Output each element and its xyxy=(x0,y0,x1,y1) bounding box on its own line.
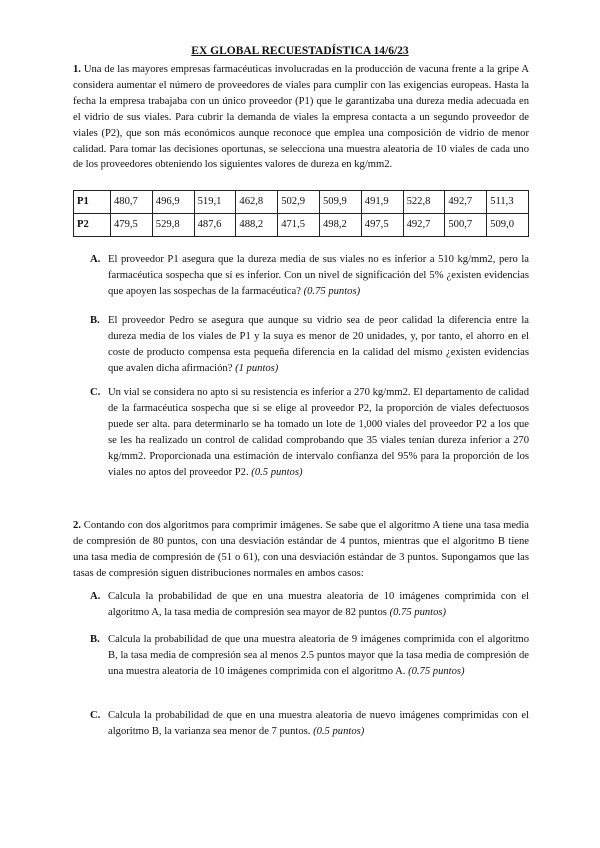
exam-title: EX GLOBAL RECUESTADÍSTICA 14/6/23 xyxy=(191,45,409,57)
item-letter: B. xyxy=(90,634,100,645)
item-body xyxy=(108,252,529,300)
item-body xyxy=(108,313,529,377)
table-cell: 488,2 xyxy=(236,214,278,237)
item-body xyxy=(108,589,529,621)
table-cell: 491,9 xyxy=(361,191,403,214)
table-cell: 519,1 xyxy=(194,191,236,214)
table-cell: 471,5 xyxy=(278,214,320,237)
item-letter: A. xyxy=(90,254,101,265)
question-2-text: Contando con dos algoritmos para comprimir imágenes. Se sabe que el algoritmo A tiene una tasa media de compresión de 80 puntos, con una desviación estándar de 4 puntos, mientras que el algoritmo B tiene una tasa media de compresión de (51 o 61), con una desviación estándar de 3 puntos. Supongamos que las tasas de compresión siguen distribuciones normales en ambos casos: xyxy=(73,520,530,579)
table-cell: 522,8 xyxy=(403,191,445,214)
table-cell: 480,7 xyxy=(111,191,153,214)
item-text: Un vial se considera no apto si su resistencia es inferior a 270 kg/mm2. El departamento de calidad de la farmacéutica sospecha que si se elige al proveedor P2, la proporción de viales defectuosos puede ser alta. para determinarlo se ha tomado un lote de 1,000 viales del proveedor P2 a los que se les ha realizado un control de calidad comprobando que 35 viales tenían dureza inferior a 270 kg/mm2. Proporcionada una estimación de intervalo confianza del 95% para la proporción de los viales no aptos del proveedor P2. xyxy=(108,387,529,478)
item-points: (0.5 puntos) xyxy=(251,466,303,478)
table-cell: 497,5 xyxy=(361,214,403,237)
item-points: (0.5 puntos) xyxy=(313,725,365,737)
table-cell: 487,6 xyxy=(194,214,236,237)
question-2-intro xyxy=(73,518,529,582)
table-cell: 500,7 xyxy=(445,214,487,237)
item-text: Calcula la probabilidad de que una muestra aleatoria de 9 imágenes comprimida con el algoritmo B, la tasa media de compresión sea al menos 2.5 puntos mayor que la tasa media de compresión de una muestra aleatoria de 10 imágenes comprimida con el algoritmo A. xyxy=(108,634,529,677)
table-cell: 496,9 xyxy=(152,191,194,214)
question-1b xyxy=(90,313,529,377)
row-label: P1 xyxy=(74,191,111,214)
table-cell: 509,9 xyxy=(319,191,361,214)
question-1-number: 1. xyxy=(73,64,81,75)
item-letter: A. xyxy=(90,591,101,602)
item-text: Calcula la probabilidad de que en una muestra aleatoria de nuevo imágenes comprimidas con el algoritmo B, la varianza sea menor de 7 puntos. xyxy=(108,710,529,737)
question-1a xyxy=(90,252,529,300)
item-points: (1 puntos) xyxy=(235,362,279,374)
table-cell: 492,7 xyxy=(445,191,487,214)
question-1c xyxy=(90,385,529,480)
item-text: El proveedor P1 asegura que la dureza media de sus viales no es inferior a 510 kg/mm2, pero la farmacéutica sospecha que sí es inferior. Con un nivel de significación del 5% ¿existen evidencias que apoyen las sospechas de la farmacéutica? xyxy=(108,254,529,297)
item-text: El proveedor Pedro se asegura que aunque su vidrio sea de peor calidad la diferencia entre la dureza media de los viales de P1 y la suya es menor de 20 unidades, y, por tanto, el ahorro en el coste de producto compensa esta pequeña diferencia en la calidad del mismo ¿existen evidencias que avalen dicha afirmación? xyxy=(108,315,529,374)
item-letter: C. xyxy=(90,710,101,721)
item-letter: C. xyxy=(90,387,101,398)
hardness-table xyxy=(73,190,529,237)
item-text: Calcula la probabilidad de que en una muestra aleatoria de 10 imágenes comprimida con el algoritmo A, la tasa media de compresión sea mayor de 82 puntos xyxy=(108,591,529,618)
table-cell: 492,7 xyxy=(403,214,445,237)
question-2-number: 2. xyxy=(73,520,81,531)
table-cell: 511,3 xyxy=(487,191,529,214)
table-cell: 498,2 xyxy=(319,214,361,237)
question-2b xyxy=(90,632,529,680)
row-label: P2 xyxy=(74,214,111,237)
table-cell: 479,5 xyxy=(111,214,153,237)
item-points: (0.75 puntos) xyxy=(303,285,361,297)
question-2a xyxy=(90,589,529,621)
table-cell: 502,9 xyxy=(278,191,320,214)
item-body xyxy=(108,385,529,480)
question-1-intro xyxy=(73,62,529,173)
table-cell: 462,8 xyxy=(236,191,278,214)
table-row-p2 xyxy=(74,214,529,237)
item-points: (0.75 puntos) xyxy=(408,665,465,677)
table-row-p1 xyxy=(74,191,529,214)
item-body xyxy=(108,632,529,680)
table-cell: 529,8 xyxy=(152,214,194,237)
item-body xyxy=(108,708,529,740)
question-1-text: Una de las mayores empresas farmacéuticas involucradas en la producción de vacuna frente a la gripe A considera aumentar el número de proveedores de viales para cumplir con las exigencias europeas. Hasta la fecha la empresa trabajaba con un único proveedor (P1) que le garantizaba una dureza media adecuada en el vidrio de sus viales. Para cubrir la demanda de viales la empresa contacta a un segundo proveedor de viales (P2), que son más económicos aunque reconoce que emplea una composición de vidrio de menor calidad. Para tomar las decisiones oportunas, se selecciona una muestra aleatoria de 10 viales de cada uno de los proveedores obteniendo los siguientes valores de dureza en kg/mm2. xyxy=(73,64,529,171)
item-points: (0.75 puntos) xyxy=(389,606,447,618)
item-letter: B. xyxy=(90,315,100,326)
table-cell: 509,0 xyxy=(487,214,529,237)
question-2c xyxy=(90,708,529,740)
